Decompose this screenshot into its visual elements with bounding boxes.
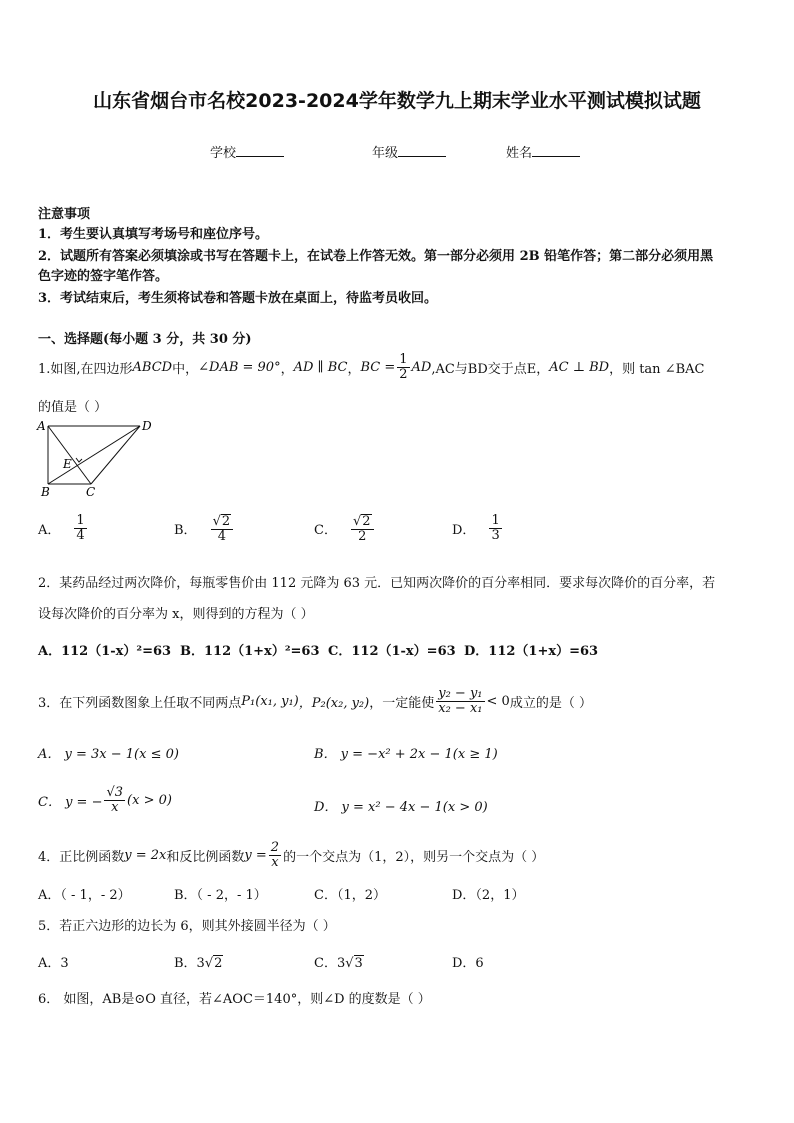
question-2-stem-cont: 设每次降价的百分率为 x，则得到的方程为（ ） (38, 607, 314, 622)
note-1: 1．考生要认真填写考场号和座位序号。 (38, 227, 269, 242)
vertex-a-label: A (37, 419, 46, 433)
point-e-label: E (63, 457, 72, 471)
name-field (506, 142, 580, 161)
vertex-c-label: C (86, 485, 96, 499)
q2-option-a[interactable]: A．112（1-x）²=63 (38, 644, 172, 659)
grade-field (372, 142, 446, 161)
q2-option-c[interactable]: C．112（1-x）=63 (328, 644, 456, 659)
question-1-stem-cont: 的值是（ ） (38, 400, 108, 415)
q4-option-c[interactable]: C．（1，2） (314, 888, 386, 903)
vertex-d-label: D (142, 419, 152, 433)
question-3-stem: 3．在下列函数图象上任取不同两点 P₁(x₁, y₁) ，P₂(x₂, y₂) ，一定能使 $\frac{\text{y₂ − y₁}}{\text{x₂ − x₁}}$ < 0 成立的是（ ） (38, 685, 592, 716)
q3-option-c[interactable]: C． y = − $\frac{√3}{x}$ (x > 0) (38, 785, 172, 815)
q2-option-d[interactable]: D．112（1+x）=63 (464, 644, 599, 659)
note-2: 2．试题所有答案必须填涂或书写在答题卡上，在试卷上作答无效。第一部分必须用 2B 铅笔作答；第二部分必须用黑 (38, 249, 714, 264)
quadrilateral-figure (34, 416, 158, 500)
q4-option-a[interactable]: A．（ - 1，- 2） (38, 888, 131, 903)
section-heading: 一、选择题(每小题 3 分，共 30 分) (38, 332, 252, 347)
q1-option-b[interactable]: B． $\frac{√2}{4}$ (174, 514, 235, 543)
q1-option-c[interactable]: C． $\frac{√2}{2}$ (314, 514, 376, 543)
question-2-stem: 2．某药品经过两次降价，每瓶零售价由 112 元降为 63 元．已知两次降价的百分率相同．要求每次降价的百分率，若 (38, 576, 716, 591)
school-label: 学校 (210, 146, 237, 161)
note-3: 3．考试结束后，考生须将试卷和答题卡放在桌面上，待监考员收回。 (38, 291, 438, 306)
q3-option-a[interactable]: A． y = 3x − 1(x ≤ 0) (38, 747, 179, 762)
school-field (210, 142, 284, 161)
q1-option-d[interactable]: D． $\frac{1}{3}$ (452, 513, 500, 543)
question-1-stem: 1.如图,在四边形 ABCD 中， ∠DAB = 90° ， AD ∥ BC ， BC = $\frac{1}{2}$ AD ,AC与BD交于点E， AC ⊥ BD ，则 tan ∠BAC (38, 351, 705, 382)
page-title: 山东省烟台市名校2023-2024学年数学九上期末学业水平测试模拟试题 (93, 90, 701, 112)
q5-option-a[interactable]: A．3 (38, 956, 69, 971)
q4-option-d[interactable]: D．（2，1） (452, 888, 525, 903)
question-6-stem: 6． 如图，AB是⊙O 直径，若∠AOC＝140°，则∠D 的度数是（ ） (38, 992, 431, 1007)
vertex-b-label: B (41, 485, 50, 499)
name-label: 姓名 (506, 146, 533, 161)
question-5-stem: 5．若正六边形的边长为 6，则其外接圆半径为（ ） (38, 919, 336, 934)
question-4-stem: 4．正比例函数 y = 2x 和反比例函数 y = $\frac{2}{x}$ 的一个交点为（1，2），则另一个交点为（ ） (38, 839, 545, 870)
q3-option-b[interactable]: B． y = −x² + 2x − 1(x ≥ 1) (314, 747, 498, 762)
grade-label: 年级 (372, 146, 399, 161)
q4-option-b[interactable]: B．（ - 2，- 1） (174, 888, 267, 903)
q5-option-d[interactable]: D．6 (452, 956, 484, 971)
q3-option-d[interactable]: D． y = x² − 4x − 1(x > 0) (314, 800, 488, 815)
notes-heading: 注意事项 (38, 207, 91, 222)
q5-option-c[interactable]: C．3√3 (314, 956, 363, 971)
q5-option-b[interactable]: B．3√2 (174, 956, 223, 971)
q2-option-b[interactable]: B．112（1+x）²=63 (180, 644, 320, 659)
note-2-cont: 色字迹的签字笔作答。 (38, 269, 169, 284)
q1-option-a[interactable]: A． $\frac{1}{4}$ (38, 513, 85, 543)
